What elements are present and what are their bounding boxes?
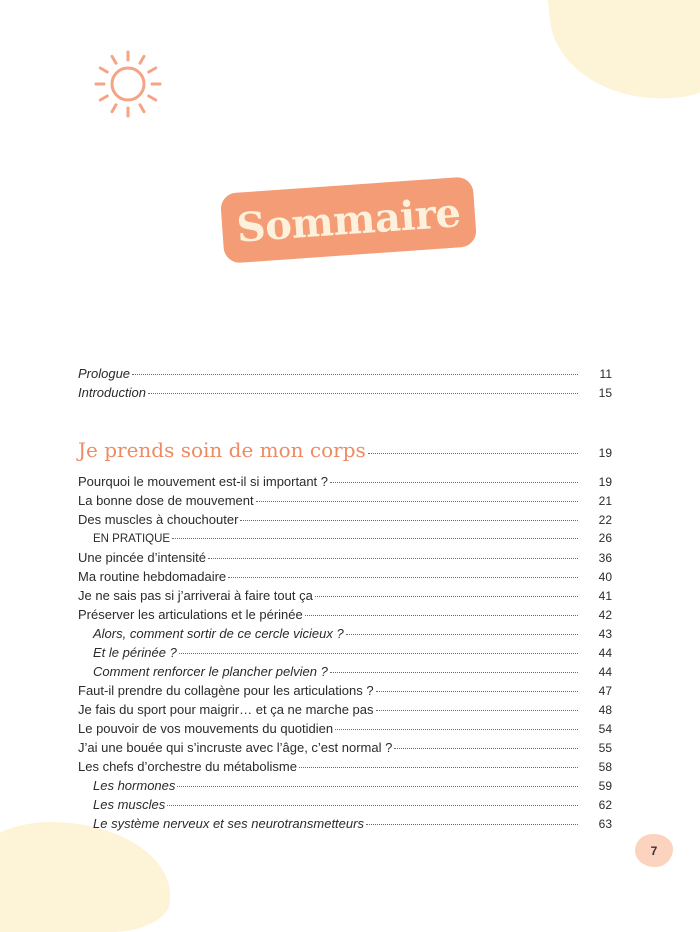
toc-entry[interactable] [78, 491, 612, 510]
dotted-leader [315, 596, 578, 597]
toc-entry[interactable] [78, 681, 612, 700]
dotted-leader [376, 710, 578, 711]
toc-entry[interactable] [78, 510, 612, 529]
toc-label: Introduction [78, 385, 146, 400]
toc-subentry[interactable] [78, 643, 612, 662]
dotted-leader [376, 691, 578, 692]
dotted-leader [172, 538, 578, 539]
table-of-contents [78, 364, 612, 833]
toc-label: La bonne dose de mouvement [78, 493, 254, 508]
toc-page: 62 [598, 798, 612, 812]
toc-page: 11 [599, 367, 612, 381]
toc-label: Les chefs d’orchestre du métabolisme [78, 759, 297, 774]
toc-subentry[interactable] [78, 529, 612, 548]
toc-label: Alors, comment sortir de ce cercle vicieux ? [93, 626, 344, 641]
toc-label: Préserver les articulations et le périnée [78, 607, 303, 622]
toc-page: 48 [598, 703, 612, 717]
dotted-leader [330, 672, 578, 673]
dotted-leader [228, 577, 578, 578]
decorative-blob-top [546, 0, 700, 110]
toc-page: 58 [598, 760, 612, 774]
chapter-page: 19 [598, 446, 612, 460]
toc-page: 41 [598, 589, 612, 603]
toc-subentry[interactable] [78, 624, 612, 643]
toc-label: Faut-il prendre du collagène pour les articulations ? [78, 683, 374, 698]
toc-label: Je ne sais pas si j’arriverai à faire tout ça [78, 588, 313, 603]
toc-label: Les hormones [93, 778, 176, 793]
toc-page: 63 [598, 817, 612, 831]
toc-label: Prologue [78, 366, 131, 381]
toc-entry[interactable] [78, 757, 612, 776]
decorative-blob-bottom [0, 822, 170, 932]
page-number-badge [635, 834, 673, 867]
dotted-leader [366, 824, 578, 825]
toc-page: 40 [598, 570, 612, 584]
dotted-leader [177, 786, 578, 787]
page-title: Sommaire [235, 188, 462, 252]
toc-page: 47 [598, 684, 612, 698]
toc-page: 59 [598, 779, 612, 793]
dotted-leader [256, 501, 578, 502]
toc-entry-prologue[interactable] [78, 364, 612, 383]
dotted-leader [368, 453, 578, 454]
toc-entry[interactable] [78, 700, 612, 719]
page-number: 7 [650, 843, 658, 858]
toc-subentry[interactable] [78, 795, 612, 814]
toc-subentry[interactable] [78, 662, 612, 681]
toc-label: Comment renforcer le plancher pelvien ? [93, 664, 328, 679]
toc-chapter-heading[interactable] [78, 434, 612, 466]
toc-entry[interactable] [78, 605, 612, 624]
dotted-leader [299, 767, 578, 768]
sun-icon [92, 48, 164, 120]
toc-label: J’ai une bouée qui s’incruste avec l’âge, c’est normal ? [78, 740, 393, 755]
toc-page: 55 [598, 741, 612, 755]
toc-label: Le système nerveux et ses neurotransmetteurs [93, 816, 364, 831]
toc-page: 36 [598, 551, 612, 565]
toc-entry[interactable] [78, 472, 612, 491]
dotted-leader [305, 615, 578, 616]
toc-page: 19 [598, 475, 612, 489]
dotted-leader [167, 805, 578, 806]
toc-label: Des muscles à chouchouter [78, 512, 239, 527]
toc-page: 43 [598, 627, 612, 641]
chapter-label: Je prends soin de mon corps [78, 438, 366, 462]
toc-label: EN PRATIQUE [93, 533, 171, 545]
dotted-leader [179, 653, 578, 654]
dotted-leader [335, 729, 578, 730]
dotted-leader [330, 482, 578, 483]
toc-label: Les muscles [93, 797, 166, 812]
toc-label: Je fais du sport pour maigrir… et ça ne marche pas [78, 702, 374, 717]
toc-label: Ma routine hebdomadaire [78, 569, 227, 584]
title-badge [220, 176, 477, 263]
toc-entry[interactable] [78, 548, 612, 567]
toc-page: 15 [598, 386, 612, 400]
toc-page: 54 [598, 722, 612, 736]
toc-entry-introduction[interactable] [78, 383, 612, 402]
toc-page: 21 [598, 494, 612, 508]
toc-page: 22 [598, 513, 612, 527]
toc-entry[interactable] [78, 738, 612, 757]
dotted-leader [132, 374, 578, 375]
toc-page: 42 [598, 608, 612, 622]
toc-label: Pourquoi le mouvement est-il si important ? [78, 474, 329, 489]
toc-subentry[interactable] [78, 776, 612, 795]
toc-page: 44 [598, 665, 612, 679]
dotted-leader [240, 520, 578, 521]
dotted-leader [208, 558, 578, 559]
toc-label: Le pouvoir de vos mouvements du quotidien [78, 721, 334, 736]
toc-label: Une pincée d’intensité [78, 550, 206, 565]
toc-page: 26 [598, 531, 612, 545]
toc-subentry[interactable] [78, 814, 612, 833]
dotted-leader [148, 393, 578, 394]
toc-label: Et le périnée ? [93, 645, 177, 660]
toc-entry[interactable] [78, 586, 612, 605]
spacer [78, 402, 612, 434]
toc-page: 44 [598, 646, 612, 660]
toc-entry[interactable] [78, 567, 612, 586]
dotted-leader [346, 634, 578, 635]
toc-entry[interactable] [78, 719, 612, 738]
dotted-leader [394, 748, 578, 749]
